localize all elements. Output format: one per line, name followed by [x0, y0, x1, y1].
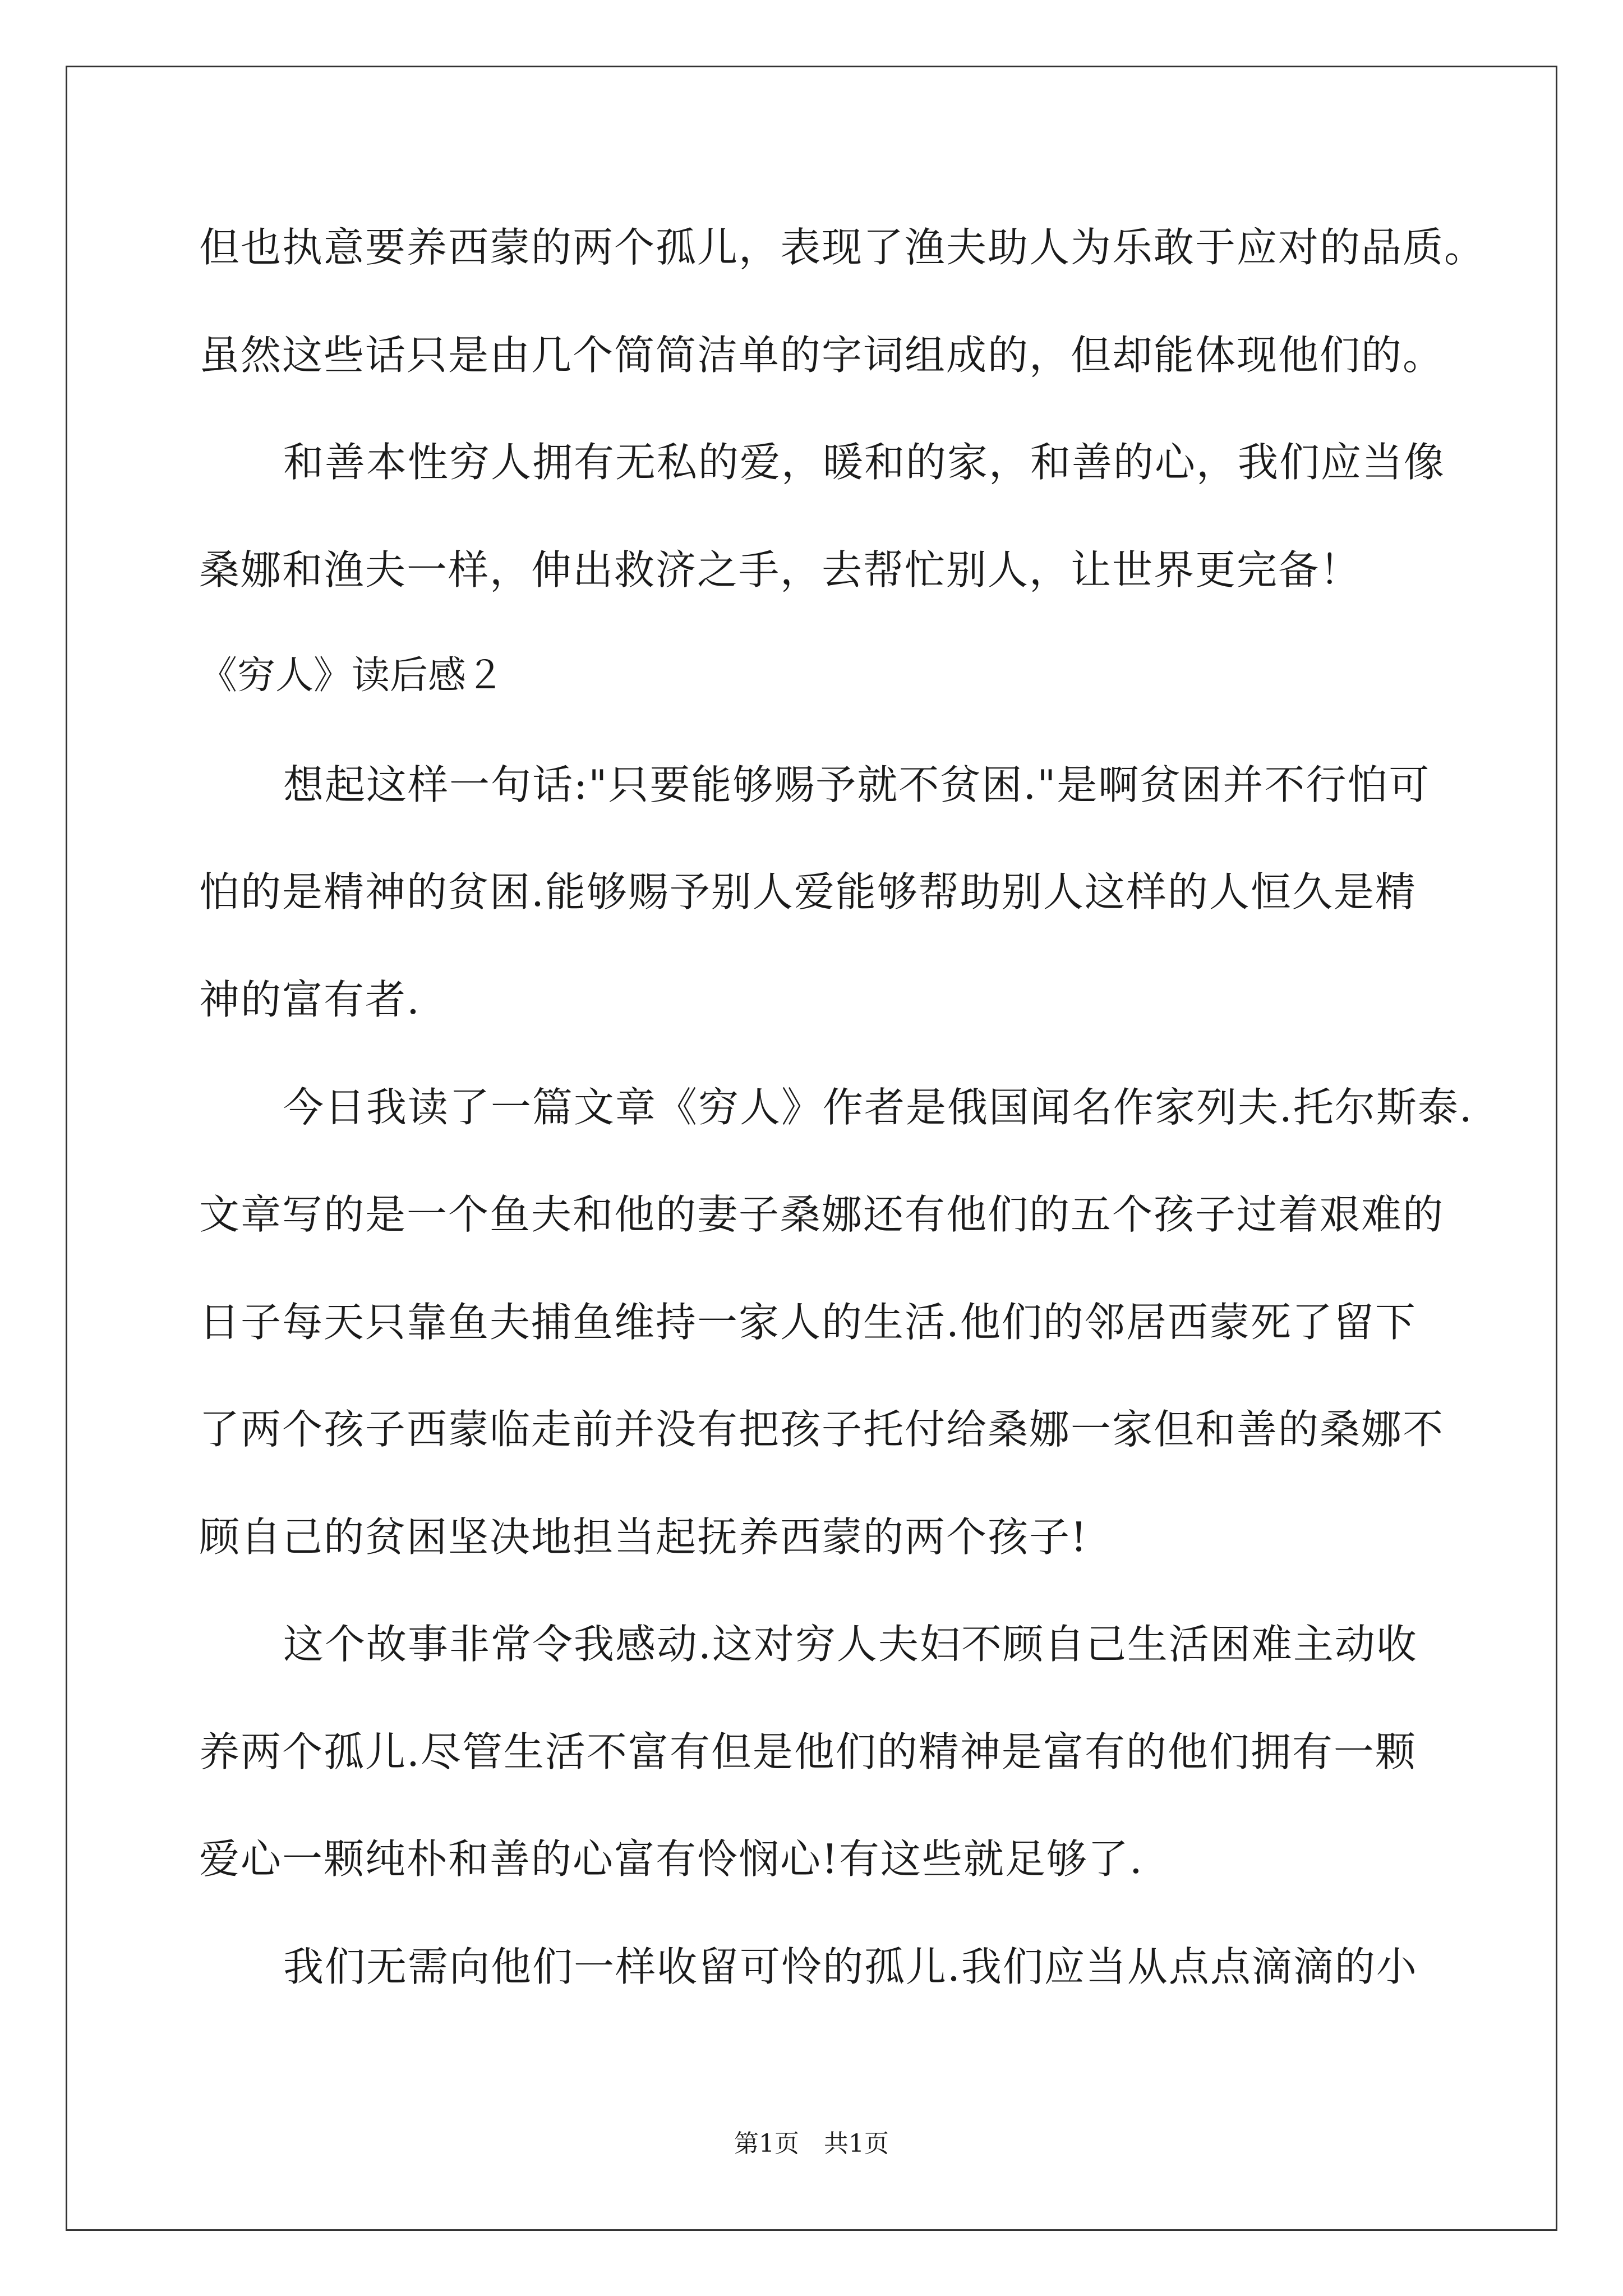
text-line-7: 怕的是精神的贫困.能够赐予别人爱能够帮助别人这样的人恒久是精 [199, 868, 1417, 915]
page-footer: 第1页 共1页 [734, 2129, 889, 2158]
text-line-8: 神的富有者. [199, 976, 421, 1023]
text-line-11: 日子每天只靠鱼夫捕鱼维持一家人的生活.他们的邻居西蒙死了留下 [199, 1299, 1417, 1346]
text-line-3: 和善本性穷人拥有无私的爱，暖和的家，和善的心，我们应当像 [283, 439, 1446, 486]
text-line-12: 了两个孩子西蒙临走前并没有把孩子托付给桑娜一家但和善的桑娜不 [199, 1406, 1445, 1453]
text-line-14: 这个故事非常令我感动.这对穷人夫妇不顾自己生活困难主动收 [283, 1621, 1418, 1668]
section-heading: 《穷人》读后感２ [199, 654, 505, 698]
text-line-15: 养两个孤儿.尽管生活不富有但是他们的精神是富有的他们拥有一颗 [199, 1728, 1417, 1775]
text-line-1: 但也执意要养西蒙的两个孤儿，表现了渔夫助人为乐敢于应对的品质。 [199, 224, 1486, 271]
page-frame [66, 66, 1557, 2231]
text-line-16: 爱心一颗纯朴和善的心富有怜悯心!有这些就足够了. [199, 1835, 1144, 1883]
text-line-6: 想起这样一句话:"只要能够赐予就不贫困."是啊贫困并不行怕可 [283, 761, 1431, 808]
text-line-17: 我们无需向他们一样收留可怜的孤儿.我们应当从点点滴滴的小 [283, 1943, 1418, 1990]
text-line-4: 桑娜和渔夫一样，伸出救济之手，去帮忙别人，让世界更完备！ [199, 546, 1362, 593]
text-line-9: 今日我读了一篇文章《穷人》作者是俄国闻名作家列夫.托尔斯泰. [283, 1084, 1473, 1131]
text-line-10: 文章写的是一个鱼夫和他的妻子桑娜还有他们的五个孩子过着艰难的 [199, 1191, 1445, 1238]
text-line-2: 虽然这些话只是由几个简简洁单的字词组成的，但却能体现他们的。 [199, 332, 1445, 379]
text-line-13: 顾自己的贫困坚决地担当起抚养西蒙的两个孩子! [199, 1513, 1088, 1561]
